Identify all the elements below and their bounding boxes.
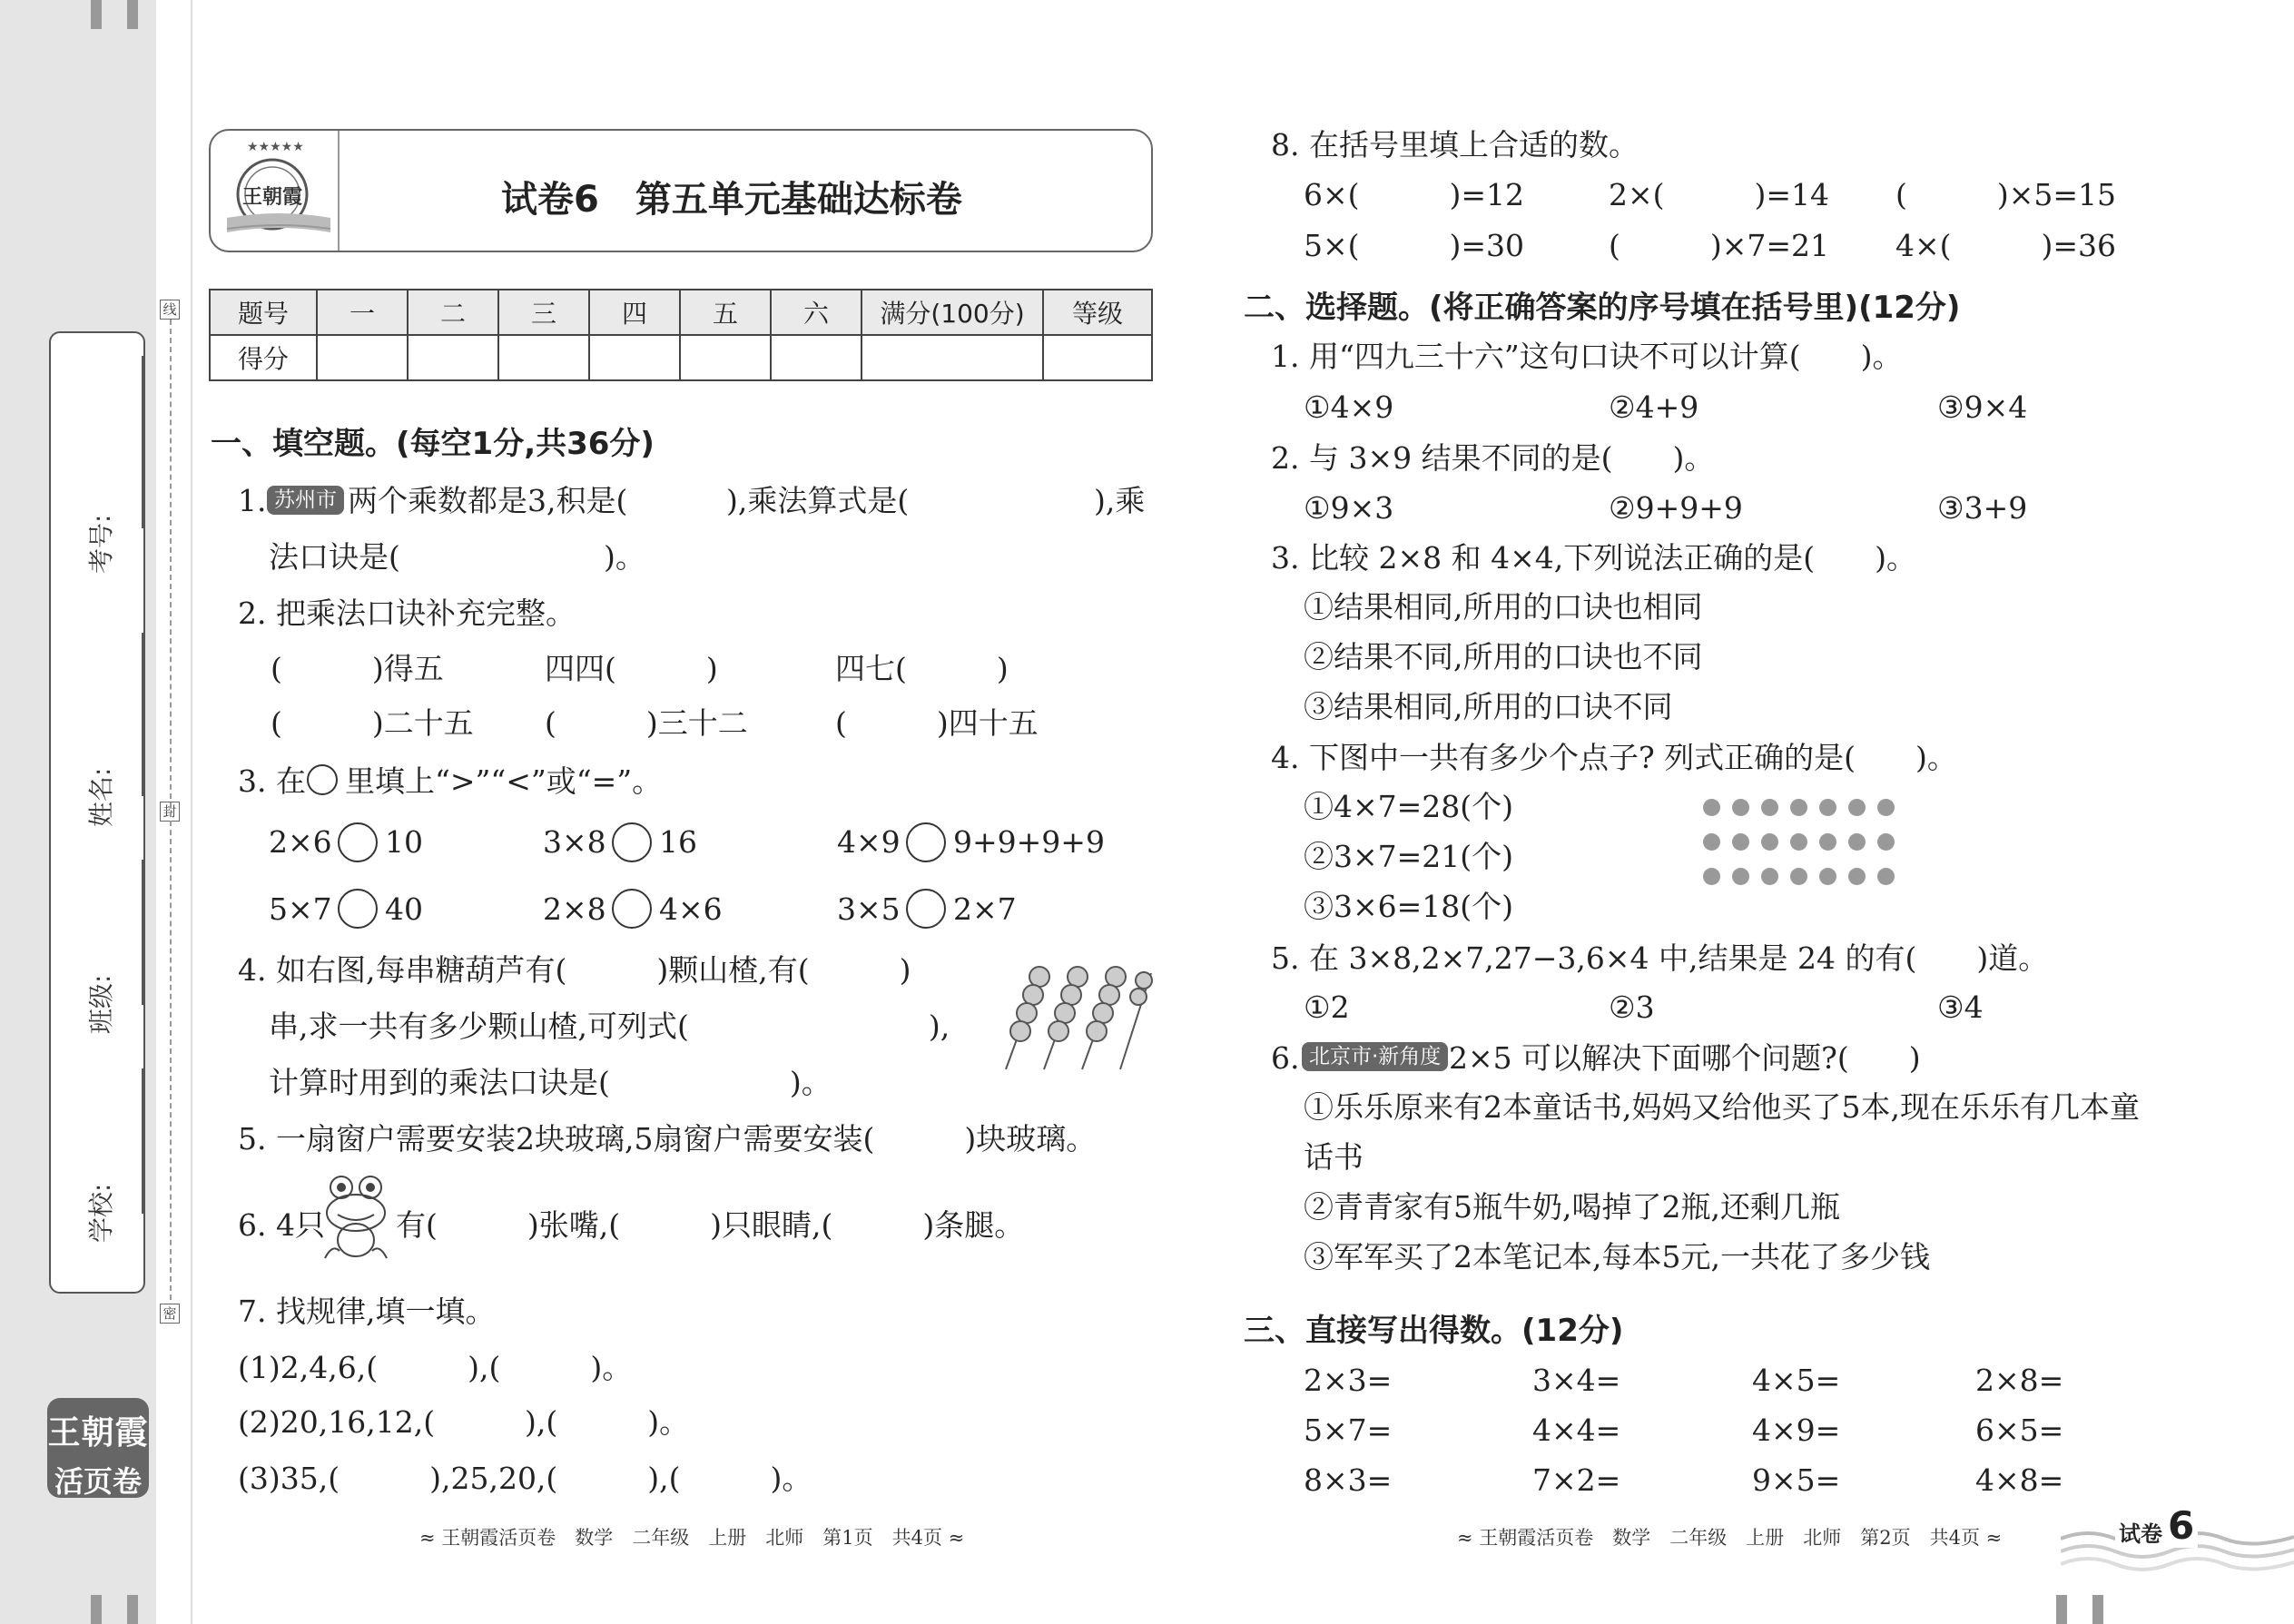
score-cell[interactable] bbox=[771, 335, 861, 380]
score-cell[interactable] bbox=[861, 335, 1043, 380]
q1-text-b: ),乘法算式是( bbox=[726, 483, 910, 518]
q3-right: 4×6 bbox=[659, 891, 723, 927]
q1-text-d: 法口诀是( bbox=[269, 539, 400, 575]
logo-seal bbox=[227, 138, 330, 243]
q3-left: 2×6 bbox=[269, 824, 332, 860]
dot bbox=[1848, 799, 1866, 816]
registration-mark bbox=[127, 0, 138, 29]
s2-q5: 5. 在 3×8,2×7,27−3,6×4 中,结果是 24 的有( )道。 bbox=[1271, 940, 2049, 976]
q5-text: 5. 一扇窗户需要安装2块玻璃,5扇窗户需要安装( )块玻璃。 bbox=[238, 1121, 1097, 1156]
dot bbox=[1703, 799, 1720, 816]
compare-circle[interactable] bbox=[906, 822, 946, 862]
class-line bbox=[142, 860, 143, 1005]
cut-mark-seal: 封 bbox=[160, 802, 180, 822]
page-title: 试卷6 第五单元基础达标卷 bbox=[501, 179, 962, 221]
table-header: 满分(100分) bbox=[861, 290, 1043, 335]
q3-left: 5×7 bbox=[269, 891, 332, 927]
q4-line3: 计算时用到的乘法口诀是( )。 bbox=[269, 1065, 832, 1100]
option: ③结果相同,所用的口诀不同 bbox=[1304, 689, 1673, 724]
q6-text-b: 有( )张嘴,( )只眼睛,( )条腿。 bbox=[396, 1207, 1025, 1243]
q1-text-e: )。 bbox=[604, 539, 645, 575]
option-cont: 话书 bbox=[1304, 1139, 1364, 1175]
badge-label: 试卷 bbox=[2115, 1516, 2166, 1548]
q3-left: 4×9 bbox=[837, 824, 901, 860]
logo-text: 王朝霞 bbox=[241, 185, 302, 209]
student-info-box bbox=[49, 331, 145, 1294]
dot bbox=[1819, 833, 1836, 851]
dot bbox=[1732, 868, 1749, 885]
option: ①4×9 bbox=[1304, 389, 1394, 425]
school-line bbox=[142, 1068, 143, 1214]
dot bbox=[1761, 868, 1778, 885]
q1-text-c: ),乘 bbox=[1094, 483, 1146, 518]
calc-item: 2×3= bbox=[1304, 1363, 1393, 1398]
score-cell[interactable] bbox=[498, 335, 589, 380]
s2-q4: 4. 下图中一共有多少个点子? 列式正确的是( )。 bbox=[1271, 740, 1957, 775]
option: ③军军买了2本笔记本,每本5元,一共花了多少钱 bbox=[1304, 1239, 1930, 1275]
calc-item: 4×9= bbox=[1752, 1412, 1841, 1448]
q1-text-a: 两个乘数都是3,积是( bbox=[348, 483, 628, 518]
q8-item: 5×( )=30 bbox=[1304, 228, 1525, 263]
calc-item: 6×5= bbox=[1975, 1412, 2064, 1448]
q7-item: (3)35,( ),25,20,( ),( )。 bbox=[238, 1461, 812, 1496]
dot bbox=[1761, 833, 1778, 851]
class-label: 班级: bbox=[86, 974, 116, 1034]
cut-line bbox=[170, 320, 172, 1300]
q3-left: 2×8 bbox=[543, 891, 606, 927]
cut-mark-line: 线 bbox=[160, 300, 180, 320]
section-2-heading: 二、选择题。(将正确答案的序号填在括号里)(12分) bbox=[1244, 290, 1961, 326]
q3-right: 40 bbox=[385, 891, 423, 927]
score-cell[interactable] bbox=[317, 335, 408, 380]
compare-circle[interactable] bbox=[338, 889, 378, 929]
q3-left: 3×8 bbox=[543, 824, 606, 860]
score-label: 得分 bbox=[210, 335, 317, 380]
dot bbox=[1819, 868, 1836, 885]
compare-circle[interactable] bbox=[338, 822, 378, 862]
q2-item: ( )得五 bbox=[271, 651, 444, 686]
option: ②3 bbox=[1609, 989, 1655, 1025]
q3-left: 3×5 bbox=[837, 891, 901, 927]
candied-haws-illustration bbox=[999, 953, 1153, 1080]
dot bbox=[1877, 799, 1895, 816]
name-line bbox=[142, 633, 143, 796]
cut-mark-secret: 密 bbox=[160, 1304, 180, 1324]
q7-text: 7. 找规律,填一填。 bbox=[238, 1294, 496, 1329]
q3-right: 10 bbox=[385, 824, 423, 860]
option: ②4+9 bbox=[1609, 389, 1699, 425]
dot bbox=[1848, 833, 1866, 851]
score-cell[interactable] bbox=[1043, 335, 1152, 380]
calc-item: 2×8= bbox=[1975, 1363, 2064, 1398]
section-3-heading: 三、直接写出得数。(12分) bbox=[1244, 1313, 1624, 1349]
q2-item: 四七( ) bbox=[835, 651, 1009, 686]
dot bbox=[1877, 833, 1895, 851]
badge-number: 6 bbox=[2164, 1503, 2198, 1548]
footer-left: ≈ 王朝霞活页卷 数学 二年级 上册 北师 第1页 共4页 ≈ bbox=[419, 1527, 965, 1549]
calc-item: 4×8= bbox=[1975, 1462, 2064, 1498]
q4-line2: 串,求一共有多少颗山楂,可列式( ), bbox=[269, 1009, 950, 1044]
table-header: 题号 bbox=[210, 290, 317, 335]
svg-text:★★★★★: ★★★★★ bbox=[247, 140, 304, 154]
compare-circle[interactable] bbox=[906, 889, 946, 929]
q2-item: ( )三十二 bbox=[545, 705, 748, 741]
table-header: 四 bbox=[589, 290, 680, 335]
section-1-heading: 一、填空题。(每空1分,共36分) bbox=[211, 426, 655, 462]
frog-illustration bbox=[318, 1171, 394, 1262]
option: ②3×7=21(个) bbox=[1304, 839, 1514, 874]
table-header: 三 bbox=[498, 290, 589, 335]
dot bbox=[1732, 799, 1749, 816]
option: ①4×7=28(个) bbox=[1304, 789, 1514, 824]
calc-item: 7×2= bbox=[1532, 1462, 1621, 1498]
registration-mark bbox=[91, 0, 102, 29]
option: ③4 bbox=[1937, 989, 1984, 1025]
q8-text: 8. 在括号里填上合适的数。 bbox=[1271, 127, 1639, 162]
title-divider bbox=[338, 131, 340, 251]
dot bbox=[1703, 868, 1720, 885]
score-cell[interactable] bbox=[680, 335, 771, 380]
table-header: 等级 bbox=[1043, 290, 1152, 335]
q3-text: 3. 在 bbox=[238, 763, 306, 799]
option: ②9+9+9 bbox=[1609, 490, 1743, 526]
calc-item: 5×7= bbox=[1304, 1412, 1393, 1448]
dot bbox=[1790, 833, 1807, 851]
q3-right: 9+9+9+9 bbox=[953, 824, 1105, 860]
q7-item: (1)2,4,6,( ),( )。 bbox=[238, 1350, 633, 1385]
q3-right: 16 bbox=[659, 824, 697, 860]
q8-item: 2×( )=14 bbox=[1609, 177, 1830, 212]
score-table bbox=[209, 289, 1153, 381]
q8-item: 6×( )=12 bbox=[1304, 177, 1525, 212]
option: ①乐乐原来有2本童话书,妈妈又给他买了5本,现在乐乐有几本童 bbox=[1304, 1089, 2140, 1125]
s2-q6-number: 6. bbox=[1271, 1040, 1300, 1076]
q2-text: 2. 把乘法口诀补充完整。 bbox=[238, 595, 576, 631]
registration-mark bbox=[91, 1595, 102, 1624]
brand-name: 王朝霞 bbox=[47, 1414, 149, 1452]
s2-q2: 2. 与 3×9 结果不同的是( )。 bbox=[1271, 440, 1715, 476]
calc-item: 4×5= bbox=[1752, 1363, 1841, 1398]
title-box bbox=[209, 129, 1153, 252]
dot bbox=[1819, 799, 1836, 816]
name-label: 姓名: bbox=[86, 767, 116, 827]
school-label: 学校: bbox=[86, 1183, 116, 1243]
option: ③3×6=18(个) bbox=[1304, 889, 1514, 924]
dot bbox=[1877, 868, 1895, 885]
q8-item: ( )×5=15 bbox=[1895, 177, 2117, 212]
calc-item: 8×3= bbox=[1304, 1462, 1393, 1498]
option: ②青青家有5瓶牛奶,喝掉了2瓶,还剩几瓶 bbox=[1304, 1189, 1840, 1225]
q8-item: 4×( )=36 bbox=[1895, 228, 2117, 263]
s2-q1: 1. 用“四九三十六”这句口诀不可以计算( )。 bbox=[1271, 339, 1903, 374]
dot bbox=[1732, 833, 1749, 851]
table-header: 二 bbox=[408, 290, 498, 335]
q8-item: ( )×7=21 bbox=[1609, 228, 1830, 263]
dot bbox=[1761, 799, 1778, 816]
option: ②结果不同,所用的口诀也不同 bbox=[1304, 639, 1703, 674]
exam-no-label: 考号: bbox=[86, 514, 116, 574]
q2-item: ( )二十五 bbox=[271, 705, 474, 741]
table-header: 六 bbox=[771, 290, 861, 335]
registration-mark bbox=[127, 1595, 138, 1624]
s2-q6: 2×5 可以解决下面哪个问题?( ) bbox=[1449, 1040, 1921, 1076]
option: ①2 bbox=[1304, 989, 1350, 1025]
q7-item: (2)20,16,12,( ),( )。 bbox=[238, 1404, 690, 1440]
circle-icon bbox=[307, 764, 338, 795]
registration-mark bbox=[2056, 1595, 2067, 1624]
brand-badge bbox=[47, 1398, 149, 1498]
dot-grid bbox=[1703, 799, 1903, 903]
region-tag: 北京市·新角度 bbox=[1302, 1042, 1448, 1071]
q3-right: 2×7 bbox=[953, 891, 1017, 927]
calc-item: 4×4= bbox=[1532, 1412, 1621, 1448]
s2-q3: 3. 比较 2×8 和 4×4,下列说法正确的是( )。 bbox=[1271, 540, 1916, 576]
table-header: 五 bbox=[680, 290, 771, 335]
exam-no-line bbox=[142, 356, 143, 528]
registration-mark bbox=[2092, 1595, 2103, 1624]
calc-item: 9×5= bbox=[1752, 1462, 1841, 1498]
footer-right: ≈ 王朝霞活页卷 数学 二年级 上册 北师 第2页 共4页 ≈ bbox=[1457, 1527, 2003, 1549]
dot bbox=[1790, 868, 1807, 885]
score-cell[interactable] bbox=[408, 335, 498, 380]
option: ③3+9 bbox=[1937, 490, 2028, 526]
q2-item: 四四( ) bbox=[545, 651, 718, 686]
q1-number: 1. bbox=[238, 483, 267, 518]
dot bbox=[1703, 833, 1720, 851]
q4-line1: 4. 如右图,每串糖葫芦有( )颗山楂,有( ) bbox=[238, 952, 911, 988]
brand-sub: 活页卷 bbox=[54, 1464, 142, 1499]
region-tag: 苏州市 bbox=[267, 486, 344, 515]
option: ①结果相同,所用的口诀也相同 bbox=[1304, 589, 1703, 625]
q2-item: ( )四十五 bbox=[835, 705, 1039, 741]
table-header: 一 bbox=[317, 290, 408, 335]
dot bbox=[1790, 799, 1807, 816]
score-cell[interactable] bbox=[589, 335, 680, 380]
margin-line bbox=[191, 0, 192, 1624]
calc-item: 3×4= bbox=[1532, 1363, 1621, 1398]
q6-text-a: 6. 4只 bbox=[238, 1207, 325, 1243]
compare-circle[interactable] bbox=[612, 822, 652, 862]
q3-text-b: 里填上“>”“<”或“=”。 bbox=[345, 763, 663, 799]
option: ③9×4 bbox=[1937, 389, 2028, 425]
dot bbox=[1848, 868, 1866, 885]
option: ①9×3 bbox=[1304, 490, 1394, 526]
compare-circle[interactable] bbox=[612, 889, 652, 929]
